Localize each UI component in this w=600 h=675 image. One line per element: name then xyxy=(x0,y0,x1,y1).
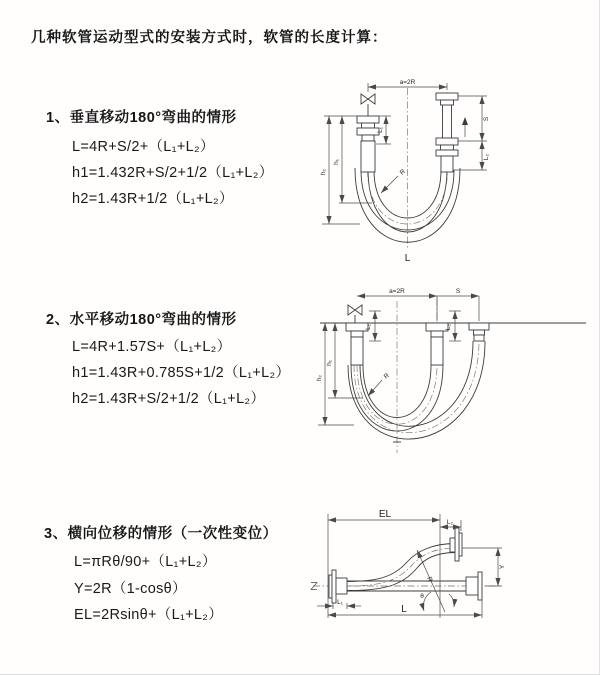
dim-label-l2: L₂ xyxy=(483,153,490,161)
dim-label-l-total: L xyxy=(401,604,407,615)
dim-label-h1: h₁ xyxy=(333,159,340,165)
dim-label-s: S xyxy=(483,116,490,122)
valve-icon xyxy=(361,94,375,116)
section-2-formula-l: L=4R+1.57S+（L₁+L₂） xyxy=(72,339,232,355)
dim-label-theta: θ xyxy=(420,593,424,600)
section-2-formula-h1: h1=1.43R+0.785S+1/2（L₁+L₂） xyxy=(72,365,291,381)
dim-label-r: R xyxy=(382,372,391,381)
dimension-l1 xyxy=(317,599,361,609)
braided-hose-section xyxy=(441,156,453,172)
section-1-heading: 1、垂直移动180°弯曲的情形 xyxy=(46,110,237,126)
dim-label-l1: L₁ xyxy=(377,127,384,133)
dim-label-l2: L₂ xyxy=(446,519,454,526)
braided-hose-section xyxy=(431,337,443,365)
right-fitting xyxy=(469,323,489,341)
braided-hose-section xyxy=(351,337,363,365)
valve-icon xyxy=(348,305,362,323)
diagram-lateral-displacement xyxy=(303,500,598,655)
dim-label-l2: L₂ xyxy=(445,323,452,331)
left-fitting xyxy=(357,116,379,172)
section-2-heading: 2、水平移动180°弯曲的情形 xyxy=(46,312,237,328)
dim-label-y: Y xyxy=(499,564,506,570)
hose-displaced-s-curve xyxy=(347,544,455,591)
dim-label-l1: L₁ xyxy=(337,599,343,606)
upper-flange xyxy=(450,528,462,561)
diagram-horizontal-180-bend xyxy=(308,283,593,463)
dim-label-h2: h₂ xyxy=(320,168,327,176)
dim-label-l1: L₁ xyxy=(365,324,372,330)
section-3-formula-l: L=πRθ/90+（L₁+L₂） xyxy=(74,554,217,570)
movement-arrow xyxy=(462,117,468,137)
page-title: 几种软管运动型式的安装方式时，软管的长度计算： xyxy=(31,30,388,46)
dim-label-a2r: a=2R xyxy=(389,288,405,295)
braided-hose-section xyxy=(361,141,375,172)
dimension-s-l2 xyxy=(453,96,490,170)
section-1-formula-h2: h2=1.43R+1/2（L₁+L₂） xyxy=(72,191,234,207)
section-3-formula-y: Y=2R（1-cosθ） xyxy=(74,581,187,597)
dim-label-l-total: L xyxy=(404,253,411,264)
dim-label-r: R xyxy=(425,575,434,584)
dim-label-el: EL xyxy=(378,509,392,520)
dimension-l2 xyxy=(445,311,461,341)
dimension-l1 xyxy=(365,311,381,341)
section-3-formula-el: EL=2Rsinθ+（L₁+L₂） xyxy=(74,607,224,623)
dim-label-r: R xyxy=(398,168,407,177)
hose-u-curves xyxy=(348,341,485,442)
section-1-formula-h1: h1=1.432R+S/2+1/2（L₁+L₂） xyxy=(72,165,274,181)
diagram-vertical-180-bend xyxy=(310,72,590,267)
dim-label-s: S xyxy=(455,288,461,295)
radius-callout xyxy=(368,372,391,396)
section-3-heading: 3、横向位移的情形（一次性变位） xyxy=(44,526,278,542)
section-1-formula-l: L=4R+S/2+（L₁+L₂） xyxy=(72,139,215,155)
right-fitting xyxy=(436,93,458,172)
dim-label-h2: h₂ xyxy=(316,374,323,382)
radius-callout xyxy=(381,168,407,193)
section-2-formula-h2: h2=1.43R+S/2+1/2（L₁+L₂） xyxy=(72,391,266,407)
dim-label-a2r: a=2R xyxy=(399,79,416,86)
dim-label-h1: h₁ xyxy=(326,360,333,366)
